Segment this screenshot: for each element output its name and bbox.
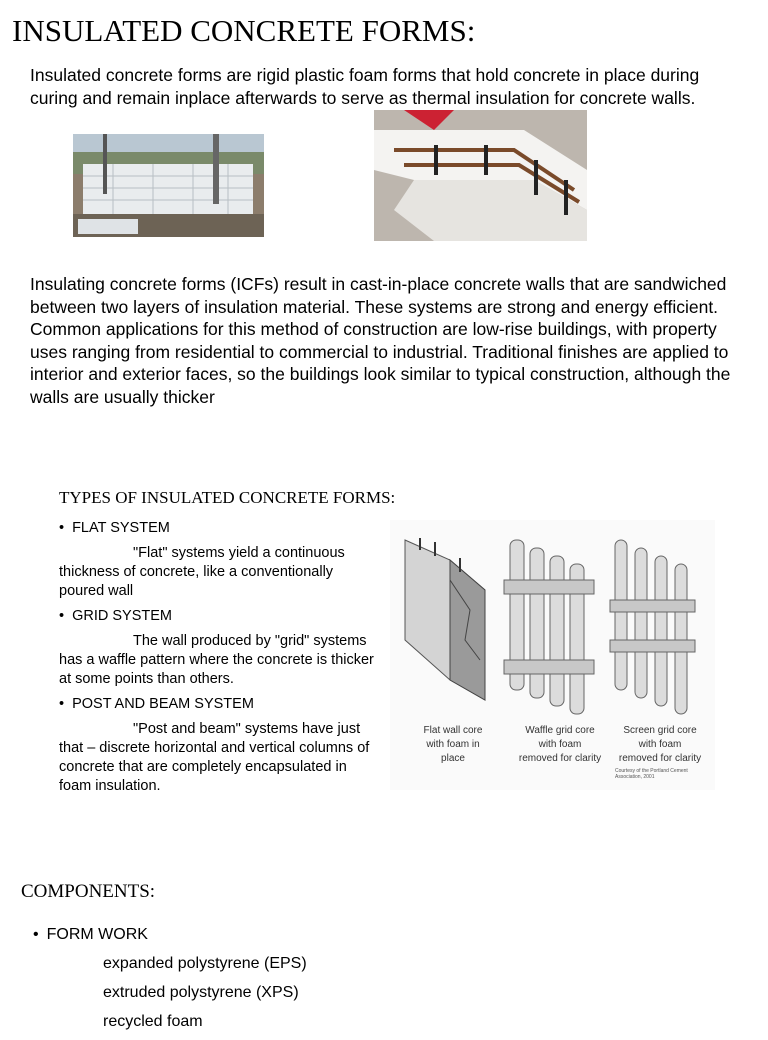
bullet-icon: • [59,520,65,536]
components-heading: COMPONENTS: [21,881,156,902]
figure-caption: Screen grid core with foam removed for clarity [618,725,702,764]
icf-types-figure [390,520,715,790]
type-name: FLAT SYSTEM [72,520,170,536]
icf-corner-photo [374,110,587,241]
waffle-grid-illustration [504,540,594,714]
figure-caption: Waffle grid core with foam removed for clarity [518,725,602,764]
sub-item: recycled foam [103,1013,203,1030]
page-title: INSULATED CONCRETE FORMS: [12,13,476,48]
type-name: GRID SYSTEM [72,608,172,624]
component-name: FORM WORK [46,926,148,943]
sub-item: extruded polystyrene (XPS) [103,984,299,1001]
type-description: "Flat" systems yield a continuous thickness of concrete, like a conventionally poured wall [59,545,345,599]
type-description: "Post and beam" systems have just that – discrete horizontal and vertical columns of concrete that are completely encapsulated in foam insulation. [59,721,370,794]
screen-grid-illustration [610,540,695,714]
bullet-icon: • [59,608,65,624]
list-item [59,519,374,538]
bullet-icon: • [59,696,65,712]
list-item [59,695,374,714]
icf-site-photo [73,134,264,237]
type-name: POST AND BEAM SYSTEM [72,696,254,712]
types-heading: TYPES OF INSULATED CONCRETE FORMS: [59,488,396,507]
types-list [59,519,374,802]
flat-wall-illustration [405,538,485,700]
list-item [59,607,374,626]
description-paragraph: Insulating concrete forms (ICFs) result in cast-in-place concrete walls that are sandwiched between two layers of insulation material. These systems are strong and energy efficient. Common applications for this method of construction are low-rise buildings, with property uses ranging from residential to commercial to industrial. Traditional finishes are applied to interior and exterior faces, so the buildings look similar to typical construction, although the walls are usually thicker [30,274,731,407]
figure-caption: Flat wall core with foam in place [423,725,483,764]
intro-paragraph: Insulated concrete forms are rigid plastic foam forms that hold concrete in place during curing and remain inplace afterwards to serve as thermal insulation for concrete walls. [30,65,700,108]
components-list [33,924,307,1040]
list-item [33,924,307,946]
sub-item: expanded polystyrene (EPS) [103,955,307,972]
bullet-icon: • [33,926,39,943]
figure-credit: Courtesy of the Portland Cement Association, 2001 [615,768,688,780]
type-description: The wall produced by "grid" systems has a waffle pattern where the concrete is thicker at some points than others. [59,633,374,687]
